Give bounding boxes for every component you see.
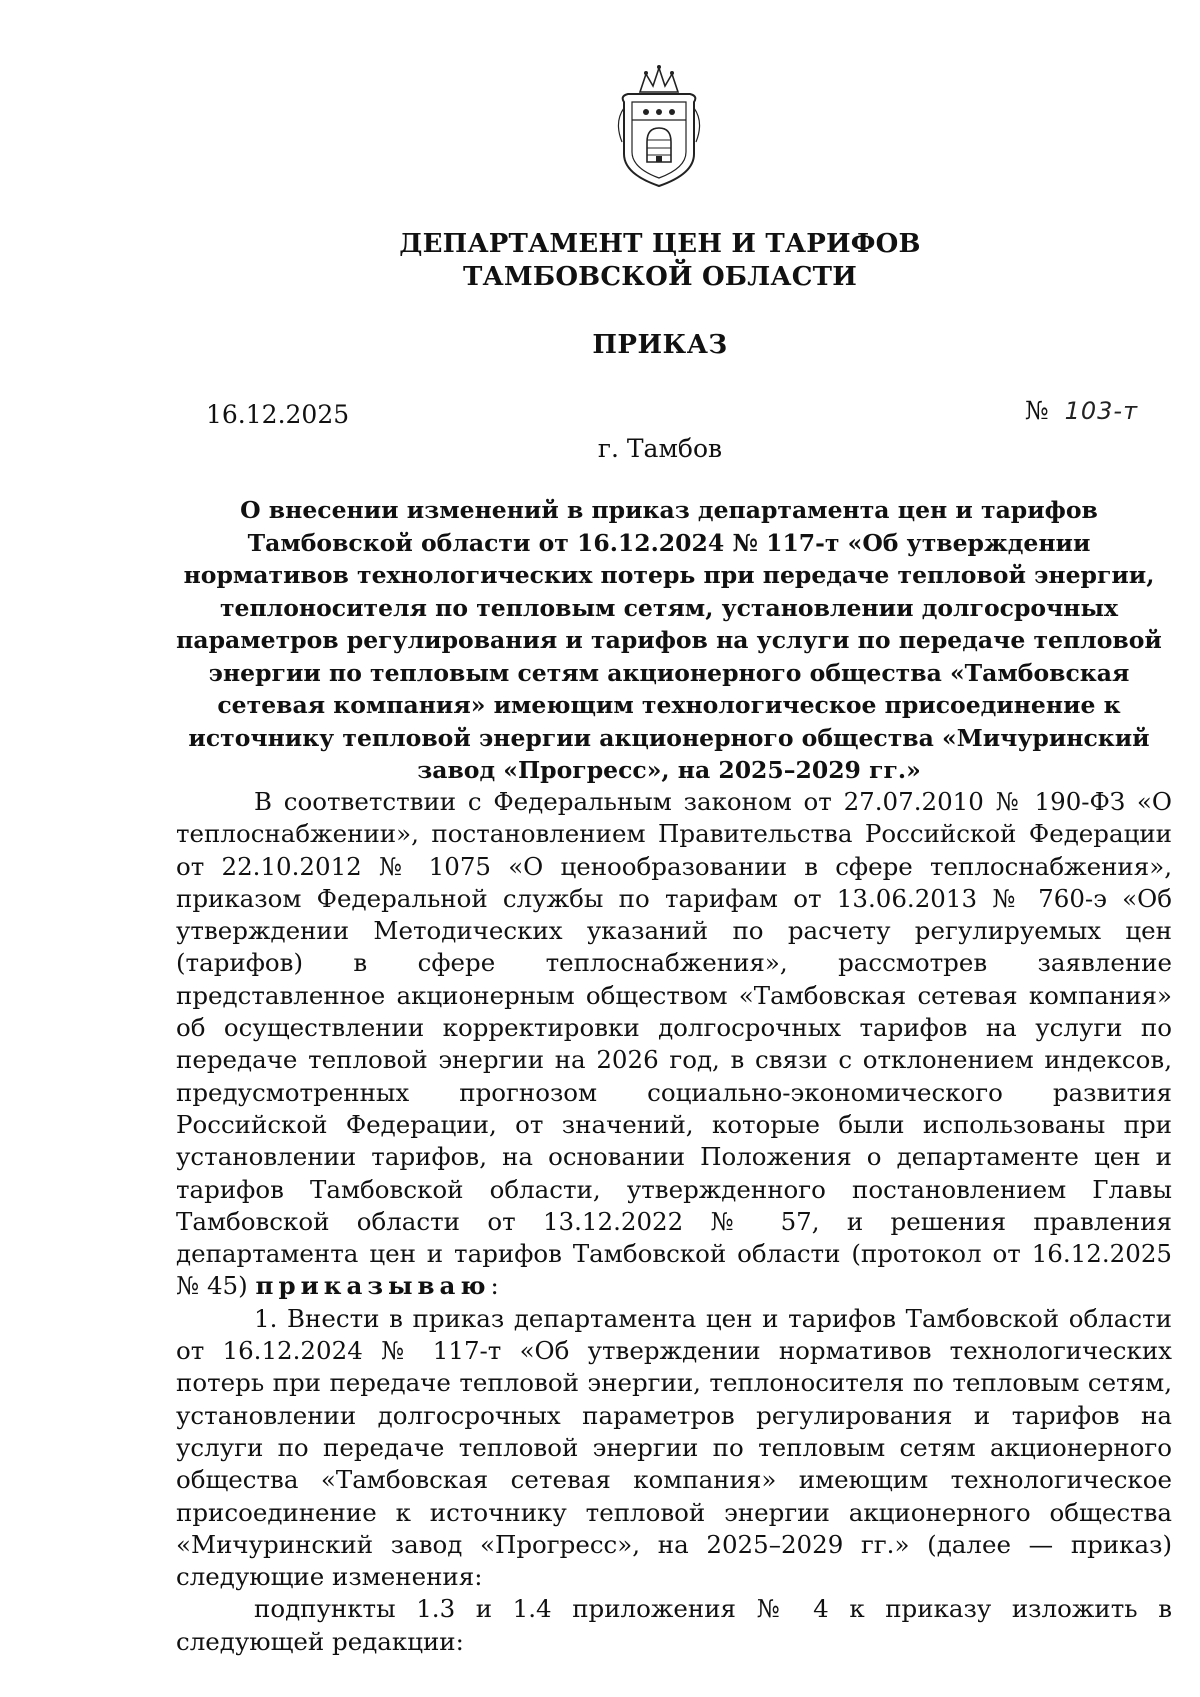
preamble-paragraph [176, 786, 1172, 1303]
order-word: приказываю [255, 1271, 491, 1301]
document-subject: О внесении изменений в приказ департамента цен и тарифов Тамбовской области от 16.12.2024 № 117-т «Об утверждении нормативов технологических потерь при передаче тепловой энергии, теплоносителя по тепловым сетям, установлении долгосрочных параметров регулирования и тарифов на услуги по передаче тепловой энергии по тепловым сетям акционерного общества «Тамбовская сетевая компания» имеющим технологическое присоединение к источнику тепловой энергии акционерного общества «Мичуринский завод «Прогресс», на 2025–2029 гг.» [176, 496, 1162, 784]
subitem-paragraph: подпункты 1.3 и 1.4 приложения № 4 к приказу изложить в следующей редакции: [176, 1594, 1172, 1656]
department-line-1: ДЕПАРТАМЕНТ ЦЕН И ТАРИФОВ [399, 229, 921, 259]
document-city: г. Тамбов [597, 434, 723, 463]
document-body [176, 786, 1172, 1658]
number-sign: № [1025, 396, 1049, 425]
document-date: 16.12.2025 [206, 400, 350, 429]
department-line-2: ТАМБОВСКОЙ ОБЛАСТИ [463, 262, 857, 292]
department-name [0, 228, 1200, 294]
handwritten-number: 103-т [1064, 397, 1139, 425]
document-number [1025, 396, 1138, 425]
tambov-coat-of-arms-emblem [610, 62, 708, 190]
item-1-paragraph: 1. Внести в приказ департамента цен и тарифов Тамбовской области от 16.12.2024 № 117-т «Об утверждении нормативов технологических потерь при передаче тепловой энергии, теплоносителя по тепловым сетям, установлении долгосрочных параметров регулирования и тарифов на услуги по передаче тепловой энергии по тепловым сетям акционерного общества «Тамбовская сетевая компания» имеющим технологическое присоединение к источнику тепловой энергии акционерного общества «Мичуринский завод «Прогресс», на 2025–2029 гг.» (далее — приказ) следующие изменения: [176, 1303, 1172, 1592]
document-type-title: ПРИКАЗ [592, 330, 728, 360]
preamble-text: В соответствии с Федеральным законом от 27.07.2010 № 190-ФЗ «О теплоснабжении», постановлением Правительства Российской Федерации от 22.10.2012 № 1075 «О ценообразовании в сфере теплоснабжения», приказом Федеральной службы по тарифам от 13.06.2013 № 760-э «Об утверждении Методических указаний по расчету регулируемых цен (тарифов) в сфере теплоснабжения», рассмотрев заявление представленное акционерным обществом «Тамбовская сетевая компания» об осуществлении корректировки долгосрочных тарифов на услуги по передаче тепловой энергии на 2026 год, в связи с отклонением индексов, предусмотренных прогнозом социально-экономического развития Российской Федерации, от значений, которые были использованы при установлении тарифов, на основании Положения о департаменте цен и тарифов Тамбовской области, утвержденного постановлением Главы Тамбовской области от 13.12.2022 № 57, и решения правления департамента цен и тарифов Тамбовской области (протокол от 16.12.2025 № 45) [176, 787, 1172, 1301]
order-colon: : [490, 1271, 499, 1301]
